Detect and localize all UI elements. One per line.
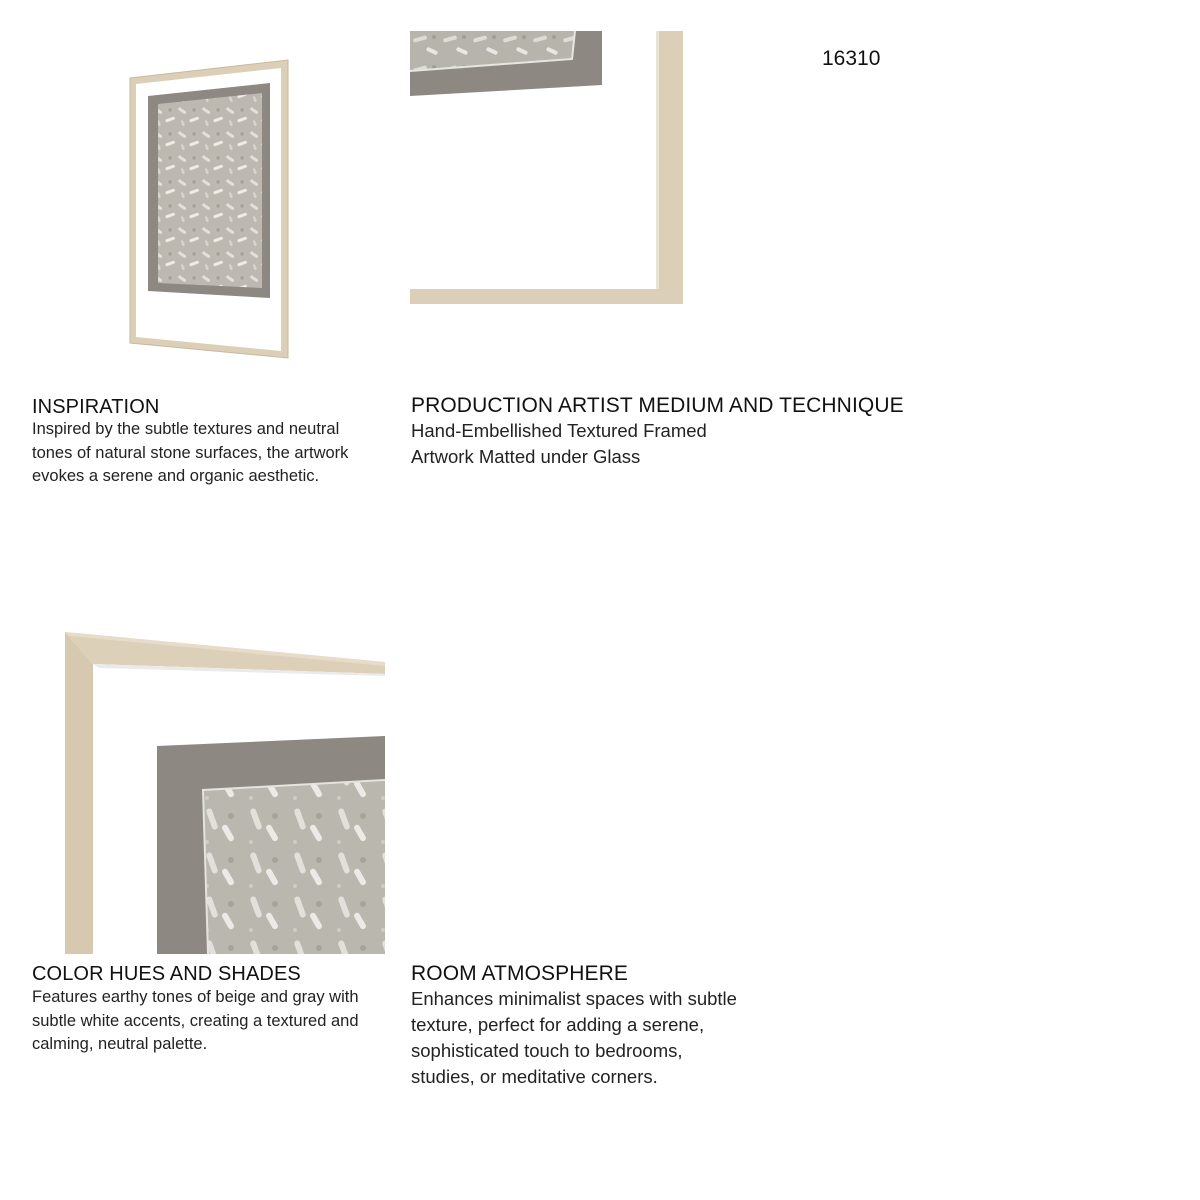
inspiration-heading: INSPIRATION	[32, 396, 160, 418]
production-heading: PRODUCTION ARTIST MEDIUM AND TECHNIQUE	[411, 394, 904, 417]
color-line: subtle white accents, creating a textured and	[32, 1011, 359, 1030]
stone-art	[158, 93, 262, 288]
product-sku: 16310	[822, 47, 881, 70]
room-text	[411, 986, 771, 1090]
color-heading: COLOR HUES AND SHADES	[32, 963, 301, 985]
production-line: Hand-Embellished Textured Framed	[411, 420, 707, 441]
room-heading: ROOM ATMOSPHERE	[411, 962, 628, 985]
frame-corner-detail-icon	[410, 31, 683, 304]
frame-right-edge	[658, 31, 683, 304]
frame-bottom-edge	[410, 289, 683, 304]
color-line: calming, neutral palette.	[32, 1035, 208, 1053]
inspiration-line: evokes a serene and organic aesthetic.	[32, 467, 320, 485]
color-text	[32, 986, 384, 1057]
frame-left	[65, 632, 93, 954]
frame-corner-angle-detail-icon	[65, 632, 385, 954]
production-text	[411, 418, 771, 470]
room-line: texture, perfect for adding a serene,	[411, 1014, 705, 1035]
room-line: sophisticated touch to bedrooms,	[411, 1040, 683, 1061]
stone-art-angle	[203, 780, 385, 954]
color-line: Features earthy tones of beige and gray with	[32, 988, 359, 1006]
room-line: studies, or meditative corners.	[411, 1066, 658, 1087]
inspiration-line: tones of natural stone surfaces, the artwork	[32, 443, 349, 462]
room-line: Enhances minimalist spaces with subtle	[411, 988, 737, 1009]
framed-artwork-full-view-icon	[128, 58, 290, 360]
production-line: Artwork Matted under Glass	[411, 446, 641, 467]
inspiration-text	[32, 418, 382, 489]
inspiration-line: Inspired by the subtle textures and neutral	[32, 420, 340, 438]
